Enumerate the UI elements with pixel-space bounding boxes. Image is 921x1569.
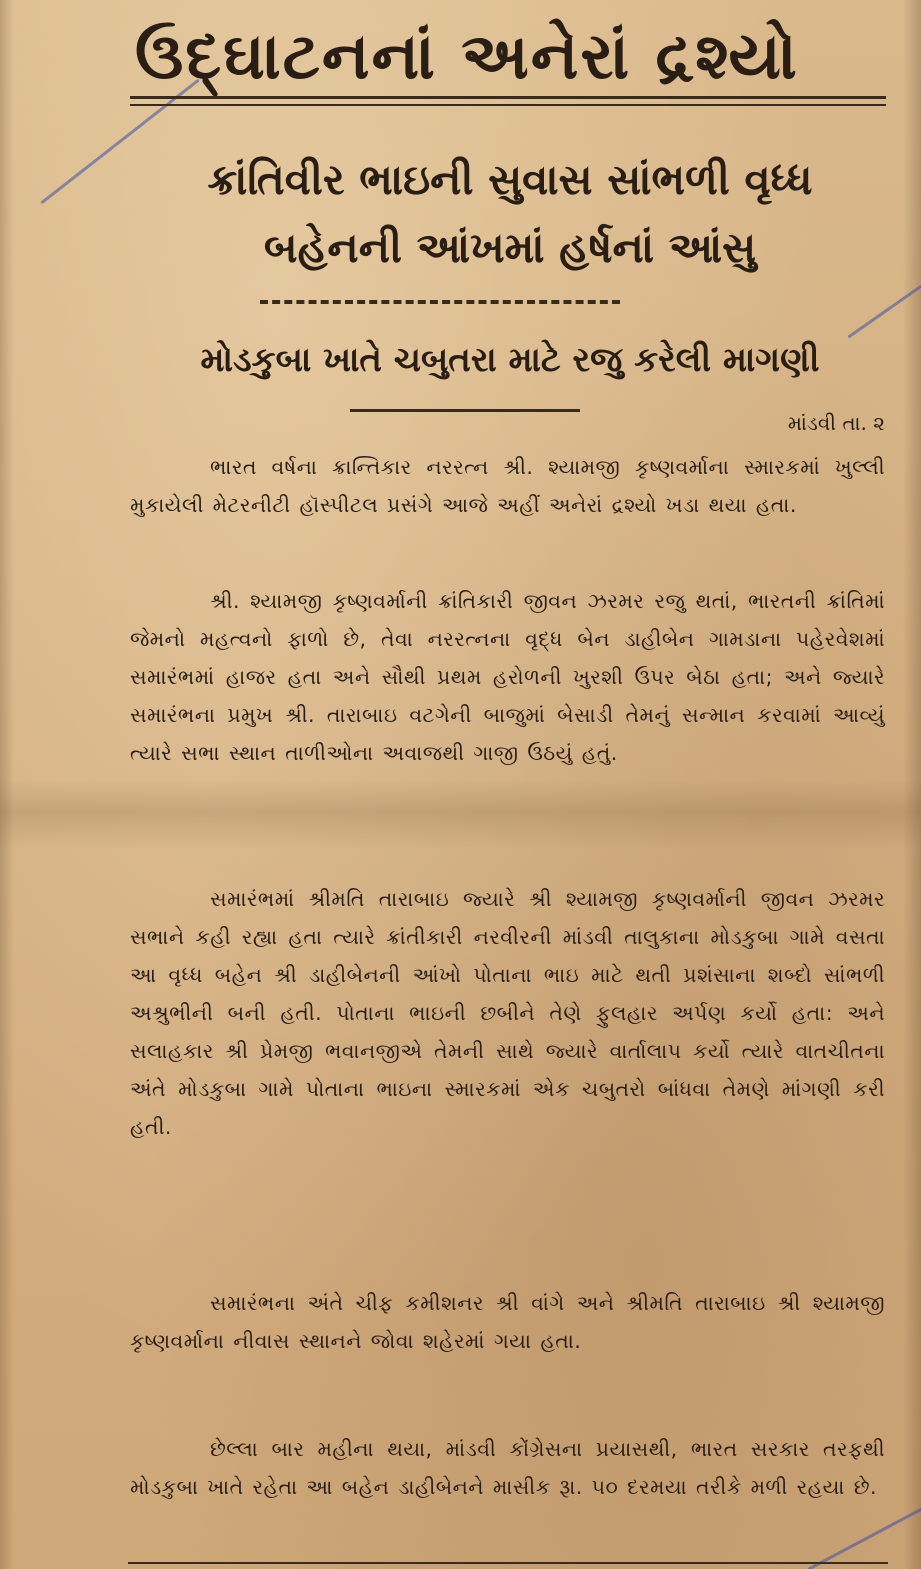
title-double-rule bbox=[130, 96, 886, 106]
article-paragraph-1: ભારત વર્ષના ક્રાન્તિકાર નરરત્ન શ્રી. શ્યામજી કૃષ્ણવર્માના સ્મારકમાં ખુલ્લી મુકાયેલી મેટરનીટી હૉસ્પીટલ પ્રસંગે આજે અહીં અનેરાં દ્રશ્યો ખડા થયા હતા. bbox=[130, 455, 885, 517]
headline-dashed-rule bbox=[260, 300, 620, 304]
article-paragraph-5: છેલ્લા બાર મહીના થયા, માંડવી કોંગ્રેસના પ્રયાસથી, ભારત સરકાર તરફથી મોડકુબા ખાતે રહેતા આ બહેન ડાહીબેનને માસીક રૂા. ૫૦ દરમયા તરીકે મળી રહયા છે. bbox=[130, 1437, 885, 1499]
article-paragraph-2: શ્રી. શ્યામજી કૃષ્ણવર્માની ક્રાંતિકારી જીવન ઝરમર રજુ થતાં, ભારતની ક્રાંતિમાં જેમનો મહત્વનો ફાળો છે, તેવા નરરત્નના વૃદ્ધ બેન ડાહીબેન ગામડાના પહેરવેશમાં સમારંભમાં હાજર હતા અને સૌથી પ્રથમ હરોળની ખુરશી ઉપર બેઠા હતા; અને જ્યારે સમારંભના પ્રમુખ શ્રી. તારાબાઇ વટગેની બાજુમાં બેસાડી તેમનું સન્માન કરવામાં આવ્યું ત્યારે સભા સ્થાન તાળીઓના અવાજથી ગાજી ઉઠયું હતું. bbox=[130, 589, 885, 765]
article-paragraph-3: સમારંભમાં શ્રીમતિ તારાબાઇ જ્યારે શ્રી શ્યામજી કૃષ્ણવર્માની જીવન ઝરમર સભાને કહી રહ્યા હતા ત્યારે ક્રાંતીકારી નરવીરની માંડવી તાલુકાના મોડકુબા ગામે વસતા આ વૃધ્ધ બહેન શ્રી ડાહીબેનની આંખો પોતાના ભાઇ માટે થતી પ્રશંસાના શબ્દો સાંભળી અશ્રુભીની બની હતી. પોતાના ભાઇની છબીને તેણે ફુલહાર અર્પણ કર્યો હતા: અને સલાહકાર શ્રી પ્રેમજી ભવાનજીએ તેમની સાથે જ્યારે વાર્તાલાપ કર્યો ત્યારે વાતચીતના અંતે મોડકુબા ગામે પોતાના ભાઇના સ્મારકમાં એક ચબુતરો બાંધવા તેમણે માંગણી કરી હતી. bbox=[130, 887, 885, 1139]
headline-line-1: ક્રાંતિવીર ભાઇની સુવાસ સાંભળી વૃધ્ધ bbox=[207, 155, 813, 204]
bottom-rule bbox=[128, 1562, 888, 1564]
article-paragraph-4: સમારંભના અંતે ચીફ કમીશનર શ્રી વાંગે અને શ્રીમતિ તારાબાઇ શ્રી શ્યામજી કૃષ્ણવર્માના નીવાસ સ્થાનને જોવા શહેરમાં ગયા હતા. bbox=[130, 1291, 885, 1353]
dateline: માંડવી તા. ૨ bbox=[787, 411, 885, 435]
section-title: ઉદ્ઘાટનનાં અનેરાં દ્રશ્યો bbox=[135, 20, 799, 94]
subheadline-rule bbox=[350, 409, 580, 412]
subheadline: મોડકુબા ખાતે ચબુતરા માટે રજુ કરેલી માગણી bbox=[200, 340, 820, 380]
headline-line-2: બહેનની આંખમાં હર્ષનાં આંસુ bbox=[263, 223, 757, 272]
